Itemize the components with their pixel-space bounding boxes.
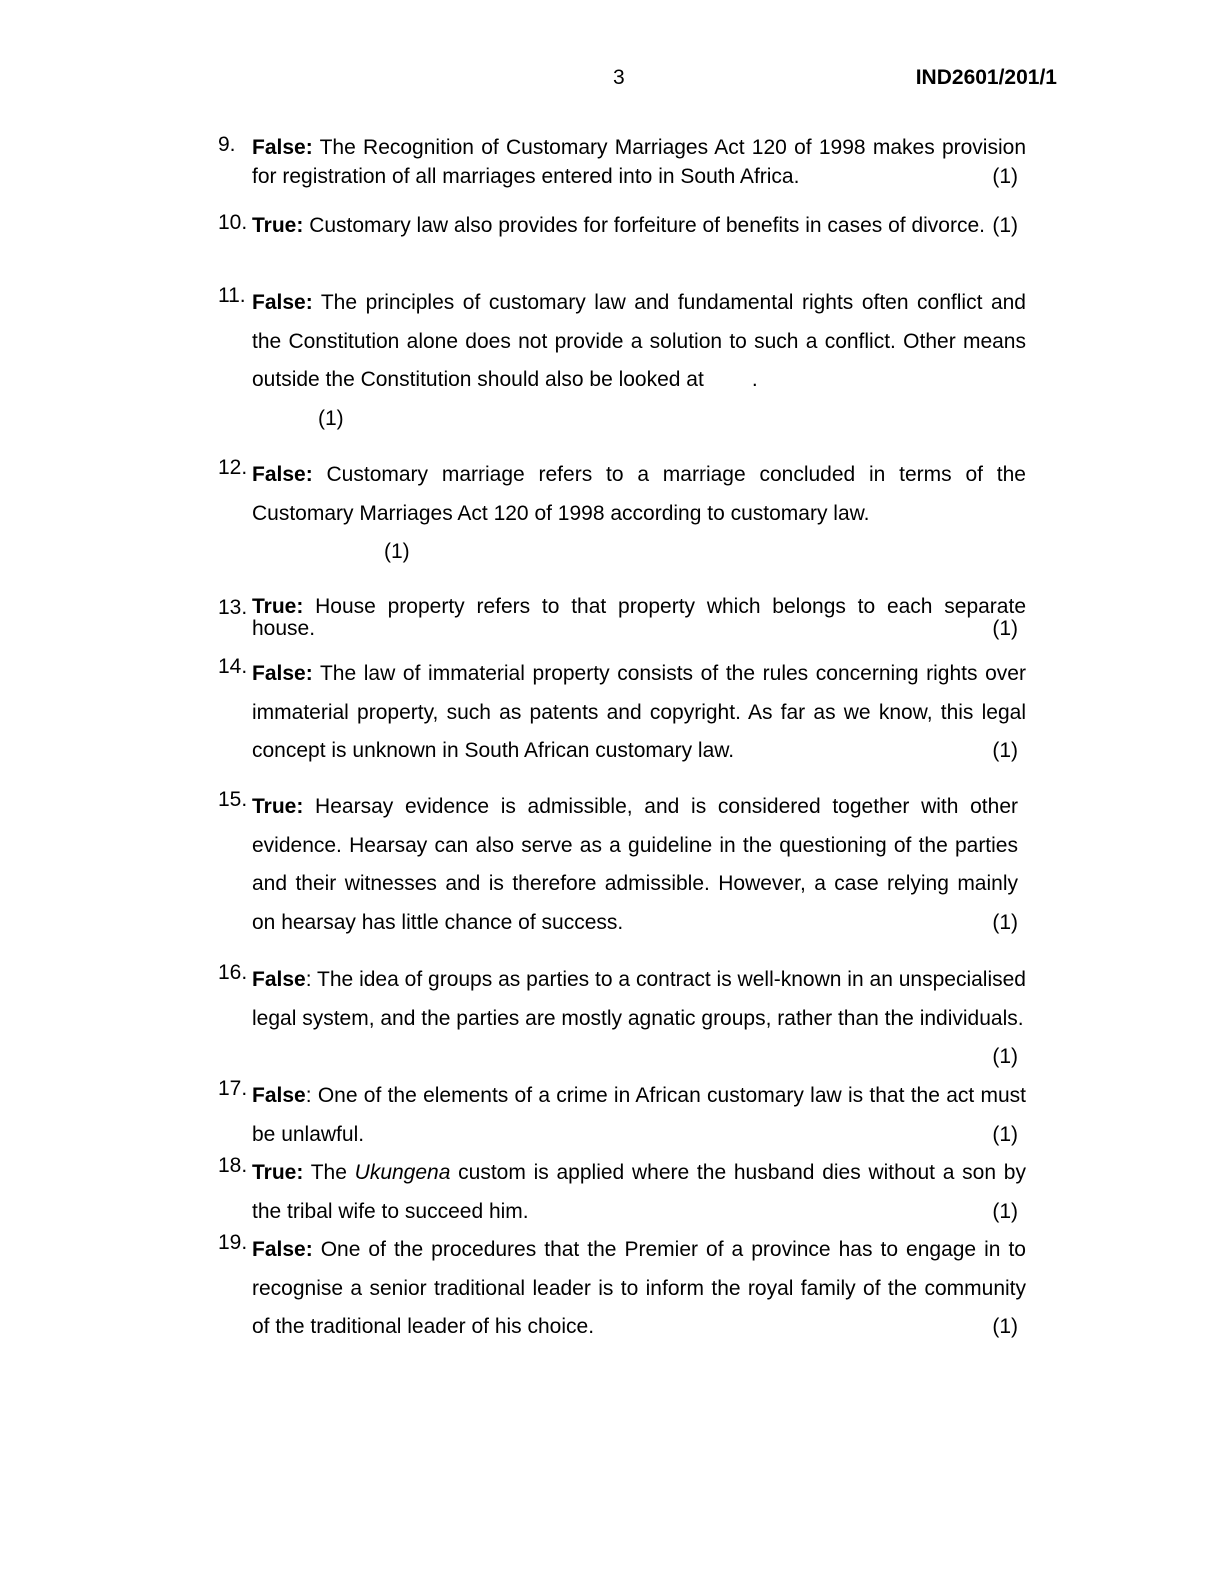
item-text-before: The [310, 1161, 347, 1184]
item-text: Customary marriage refers to a marriage concluded in terms of the Customary Marriages Act 120 of 1998 according to customary law. [252, 463, 1026, 525]
item-trailing-period: . [751, 368, 758, 391]
list-item [218, 456, 1026, 572]
page-number: 3 [613, 66, 625, 89]
item-verdict: False [252, 1084, 306, 1107]
item-italic-term: Ukungena [354, 1161, 451, 1184]
item-verdict: False: [252, 1238, 313, 1261]
item-number: 15. [218, 788, 248, 811]
list-item [218, 1077, 1026, 1154]
item-body [252, 961, 1026, 1068]
item-body [252, 284, 1026, 438]
item-body [252, 456, 1026, 572]
item-number: 10. [218, 211, 248, 234]
list-item [218, 211, 1026, 240]
item-number: 13. [218, 596, 248, 619]
item-body [252, 596, 1026, 640]
item-mark: (1) [992, 617, 1018, 640]
item-body [252, 655, 1026, 771]
item-mark: (1) [992, 1122, 1018, 1146]
item-mark: (1) [992, 165, 1018, 188]
item-verdict: True: [252, 595, 304, 618]
item-body [252, 211, 1026, 240]
item-mark: (1) [992, 1315, 1018, 1338]
item-number: 19. [218, 1231, 248, 1254]
item-text-after: custom is applied where the husband dies without a son by the tribal wife to succeed him. [252, 1161, 1026, 1223]
list-item [218, 596, 1026, 640]
item-verdict: False [252, 968, 306, 991]
item-number: 11. [218, 284, 246, 307]
item-mark: (1) [384, 540, 410, 563]
item-text: : One of the elements of a crime in African customary law is that the act must be unlawful. [252, 1084, 1026, 1146]
item-verdict: True: [252, 1161, 304, 1184]
item-text: The principles of customary law and fundamental rights often conflict and the Constitution alone does not provide a solution to such a conflict. Other means outside the Constitution should also be looked at [252, 291, 1026, 391]
list-item [218, 1231, 1026, 1347]
item-number: 17. [218, 1077, 248, 1100]
list-item [218, 133, 1026, 191]
list-item [218, 1154, 1026, 1231]
item-verdict: False: [252, 291, 313, 314]
item-body [252, 1077, 1026, 1154]
list-item [218, 788, 1018, 942]
item-text: The law of immaterial property consists of the rules concerning rights over immaterial property, such as patents and copyright. As far as we know, this legal concept is unknown in South African customary law. [252, 662, 1026, 762]
item-mark: (1) [318, 406, 344, 430]
document-code: IND2601/201/1 [915, 66, 1057, 89]
item-body [252, 133, 1026, 191]
item-number: 9. [218, 133, 236, 156]
item-verdict: False: [252, 136, 313, 159]
item-text: The Recognition of Customary Marriages Act 120 of 1998 makes provision for registration of all marriages entered into in South Africa. [252, 136, 1026, 188]
item-text: Hearsay evidence is admissible, and is considered together with other evidence. Hearsay can also serve as a guideline in the questioning of the parties and their witnesses and is therefore admissible. However, a case relying mainly on hearsay has little chance of success. [252, 795, 1018, 934]
item-mark: (1) [992, 910, 1018, 934]
item-text: One of the procedures that the Premier of a province has to engage in to recognise a senior traditional leader is to inform the royal family of the community of the traditional leader of his choice. [252, 1238, 1026, 1338]
item-number: 12. [218, 456, 248, 479]
item-text: : The idea of groups as parties to a contract is well-known in an unspecialised legal system, and the parties are mostly agnatic groups, rather than the individuals. [252, 968, 1026, 1030]
list-item [218, 655, 1026, 771]
item-number: 14. [218, 655, 248, 678]
list-item [218, 284, 1026, 438]
item-verdict: True: [252, 214, 304, 237]
item-body [252, 788, 1018, 942]
item-text: Customary law also provides for forfeiture of benefits in cases of divorce. [309, 214, 985, 237]
item-verdict: False: [252, 662, 313, 685]
item-body [252, 1231, 1026, 1347]
item-body [252, 1154, 1026, 1231]
item-number: 18. [218, 1154, 248, 1177]
item-number: 16. [218, 961, 248, 984]
item-text: House property refers to that property which belongs to each separate house. [252, 595, 1026, 640]
list-item [218, 961, 1026, 1077]
item-mark: (1) [992, 1045, 1018, 1068]
item-mark: (1) [992, 739, 1018, 762]
item-verdict: False: [252, 463, 313, 486]
item-mark: (1) [992, 1199, 1018, 1223]
item-verdict: True: [252, 795, 304, 818]
item-mark: (1) [992, 214, 1018, 237]
